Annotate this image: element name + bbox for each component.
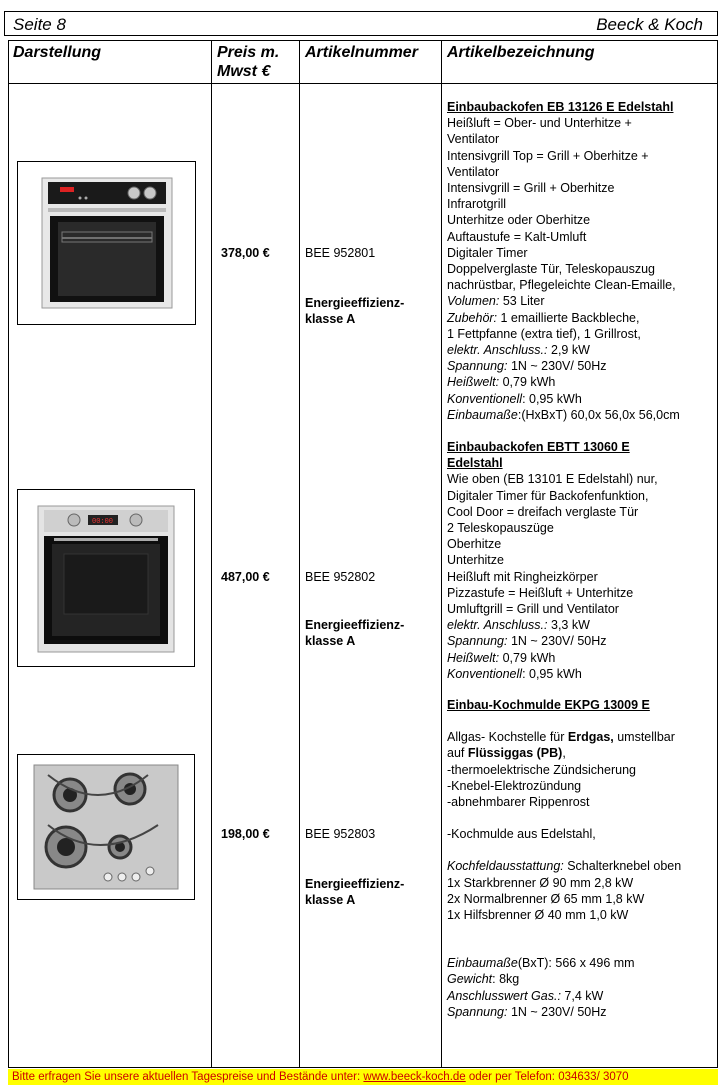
footer-text: Bitte erfragen Sie unsere aktuellen Tagespreise und Bestände unter:	[12, 1071, 364, 1083]
spec-line	[447, 391, 715, 407]
column-header-price	[217, 43, 279, 81]
footer-notice	[8, 1069, 718, 1085]
spec-label: Spannung:	[447, 359, 508, 374]
efficiency-label-line2: klasse A	[305, 893, 356, 907]
product-2-title-line1: Einbaubackofen EBTT 13060 E	[447, 440, 630, 454]
description-line: Pizzastufe = Heißluft + Unterhitze	[447, 585, 634, 600]
description-line: Intensivgrill Top = Grill + Oberhitze +	[447, 148, 649, 163]
spec-label: Spannung:	[447, 1004, 508, 1019]
spec-label: Einbaumaße	[447, 407, 518, 422]
column-header-price-line2: Mwst €	[217, 63, 271, 80]
description-line: Intensivgrill = Grill + Oberhitze	[447, 181, 615, 196]
product-image-oven-2	[17, 489, 195, 667]
product-1-article-number: BEE 952801	[305, 246, 376, 260]
spec-line	[447, 650, 715, 666]
page-header	[4, 11, 718, 36]
spec-line	[447, 666, 715, 682]
page-number: Seite 8	[13, 15, 66, 34]
product-3-title: Einbau-Kochmulde EKPG 13009 E	[447, 698, 650, 712]
description-line: Heißluft = Ober- und Unterhitze +	[447, 116, 632, 131]
spec-label: Konventionell	[447, 391, 523, 406]
spec-value: 3,3 kW	[547, 618, 590, 633]
product-1-title: Einbaubackofen EB 13126 E Edelstahl	[447, 100, 674, 114]
description-line: nachrüstbar, Pflegeleichte Clean-Emaille,	[447, 278, 676, 293]
spec-label: Spannung:	[447, 634, 508, 649]
equipment-line	[447, 858, 715, 874]
spec-value: 1N ~ 230V/ 50Hz	[507, 359, 607, 374]
product-2-price: 487,00 €	[221, 570, 270, 584]
spec-line	[447, 310, 715, 326]
intro-bold-fluessiggas: Flüssiggas (PB)	[467, 746, 563, 761]
description-line: Cool Door = dreifach verglaste Tür	[447, 504, 639, 519]
spec-value: 0,79 kWh	[499, 650, 556, 665]
efficiency-label-line1: Energieeffizienz-	[305, 618, 405, 632]
spec-value: : 0,95 kWh	[522, 666, 582, 681]
spec-value: :(HxBxT) 60,0x 56,0x 56,0cm	[517, 407, 680, 422]
spec-line	[447, 374, 715, 390]
product-3-efficiency	[305, 876, 404, 908]
description-line: Digitaler Timer	[447, 245, 528, 260]
spec-value: 1N ~ 230V/ 50Hz	[507, 1004, 607, 1019]
intro-text: auf	[447, 746, 468, 761]
description-line: Heißluft mit Ringheizkörper	[447, 569, 598, 584]
burner-line: 2x Normalbrenner Ø 65 mm 1,8 kW	[447, 891, 645, 906]
spec-line	[447, 326, 715, 342]
description-line: Oberhitze	[447, 537, 502, 552]
product-2-title-line2: Edelstahl	[447, 456, 503, 471]
column-divider	[441, 41, 442, 1067]
spec-value: 53 Liter	[499, 294, 545, 309]
intro-line-1	[447, 729, 715, 745]
description-line: 2 Teleskopauszüge	[447, 521, 554, 536]
intro-text: Allgas- Kochstelle für	[447, 730, 568, 745]
efficiency-label-line1: Energieeffizienz-	[305, 296, 405, 310]
product-2-title	[447, 439, 715, 471]
intro-text: umstellbar	[613, 730, 675, 745]
built-in-oven-image	[18, 162, 195, 324]
product-3-article-number: BEE 952803	[305, 827, 376, 841]
description-line: Wie oben (EB 13101 E Edelstahl) nur,	[447, 472, 658, 487]
intro-text: ,	[562, 746, 566, 761]
intro-line-2	[447, 745, 715, 761]
spec-label: Kochfeldausstattung:	[447, 859, 564, 874]
spec-label: Gewicht	[447, 972, 493, 987]
description-line: -thermoelektrische Zündsicherung	[447, 762, 636, 777]
spec-value: : 0,95 kWh	[522, 391, 582, 406]
spec-line	[447, 293, 715, 309]
description-line: -Knebel-Elektrozündung	[447, 778, 582, 793]
spec-label: Einbaumaße	[447, 956, 518, 971]
company-name: Beeck & Koch	[596, 15, 703, 34]
column-divider	[211, 41, 212, 1067]
column-header-image: Darstellung	[13, 44, 102, 61]
spec-label: elektr. Anschluss.:	[447, 618, 548, 633]
product-image-oven-1	[17, 161, 196, 325]
gas-hob-image	[18, 755, 194, 899]
spec-line	[447, 633, 715, 649]
product-2-article-number: BEE 952802	[305, 570, 376, 584]
spec-label: Volumen:	[447, 294, 500, 309]
svg-text:00:00: 00:00	[92, 518, 114, 526]
footer-phone-text: oder per Telefon: 034633/ 3070	[465, 1071, 629, 1083]
spec-value: 1 Fettpfanne (extra tief), 1 Grillrost,	[447, 326, 641, 341]
efficiency-label-line2: klasse A	[305, 312, 356, 326]
material-line: -Kochmulde aus Edelstahl,	[447, 827, 596, 842]
spec-value: 1N ~ 230V/ 50Hz	[507, 634, 607, 649]
product-3-price: 198,00 €	[221, 827, 270, 841]
description-line: Auftaustufe = Kalt-Umluft	[447, 229, 587, 244]
burner-line: 1x Hilfsbrenner Ø 40 mm 1,0 kW	[447, 908, 629, 923]
spec-value: 1 emaillierte Backbleche,	[497, 310, 640, 325]
footer-website-link[interactable]: www.beeck-koch.de	[363, 1071, 466, 1083]
spec-value: : 8kg	[492, 972, 520, 987]
spec-line	[447, 988, 715, 1004]
description-line: Doppelverglaste Tür, Teleskopauszug	[447, 262, 656, 277]
spec-line	[447, 617, 715, 633]
built-in-oven-image	[18, 490, 194, 666]
spec-label: Heißwelt:	[447, 650, 500, 665]
spec-value: Schalterknebel oben	[563, 859, 682, 874]
spec-line	[447, 1004, 715, 1020]
spec-label: Anschlusswert Gas.:	[447, 988, 561, 1003]
column-header-article-number: Artikelnummer	[305, 44, 418, 61]
column-header-price-line1: Preis m.	[217, 44, 280, 61]
product-image-hob	[17, 754, 195, 900]
product-2-efficiency	[305, 617, 404, 649]
spec-line	[447, 407, 715, 423]
spec-value: 0,79 kWh	[499, 375, 556, 390]
product-table	[8, 40, 718, 1068]
spec-line	[447, 358, 715, 374]
spec-value: 7,4 kW	[560, 988, 604, 1003]
description-line: Umluftgrill = Grill und Ventilator	[447, 602, 619, 617]
product-1-price: 378,00 €	[221, 246, 270, 260]
description-line: Digitaler Timer für Backofenfunktion,	[447, 488, 649, 503]
description-line: -abnehmbarer Rippenrost	[447, 795, 590, 810]
product-1-description	[447, 99, 715, 423]
description-line: Unterhitze	[447, 553, 504, 568]
column-divider	[299, 41, 300, 1067]
header-row-divider	[9, 83, 717, 84]
spec-label: elektr. Anschluss.:	[447, 343, 548, 358]
efficiency-label-line2: klasse A	[305, 634, 356, 648]
spec-label: Heißwelt:	[447, 375, 500, 390]
burner-line: 1x Starkbrenner Ø 90 mm 2,8 kW	[447, 875, 634, 890]
description-line: Ventilator	[447, 164, 500, 179]
spec-value: (BxT): 566 x 496 mm	[517, 956, 635, 971]
product-3-description	[447, 697, 715, 1020]
spec-label: Zubehör:	[447, 310, 498, 325]
spec-label: Konventionell	[447, 666, 523, 681]
product-2-description	[447, 439, 715, 682]
description-line: Unterhitze oder Oberhitze	[447, 213, 591, 228]
spec-line	[447, 342, 715, 358]
efficiency-label-line1: Energieeffizienz-	[305, 877, 405, 891]
description-line: Ventilator	[447, 132, 500, 147]
column-header-description: Artikelbezeichnung	[447, 44, 595, 61]
intro-bold-erdgas: Erdgas,	[567, 730, 614, 745]
description-line: Infrarotgrill	[447, 197, 507, 212]
product-1-efficiency	[305, 295, 404, 327]
spec-value: 2,9 kW	[547, 343, 590, 358]
spec-line	[447, 971, 715, 987]
spec-line	[447, 955, 715, 971]
